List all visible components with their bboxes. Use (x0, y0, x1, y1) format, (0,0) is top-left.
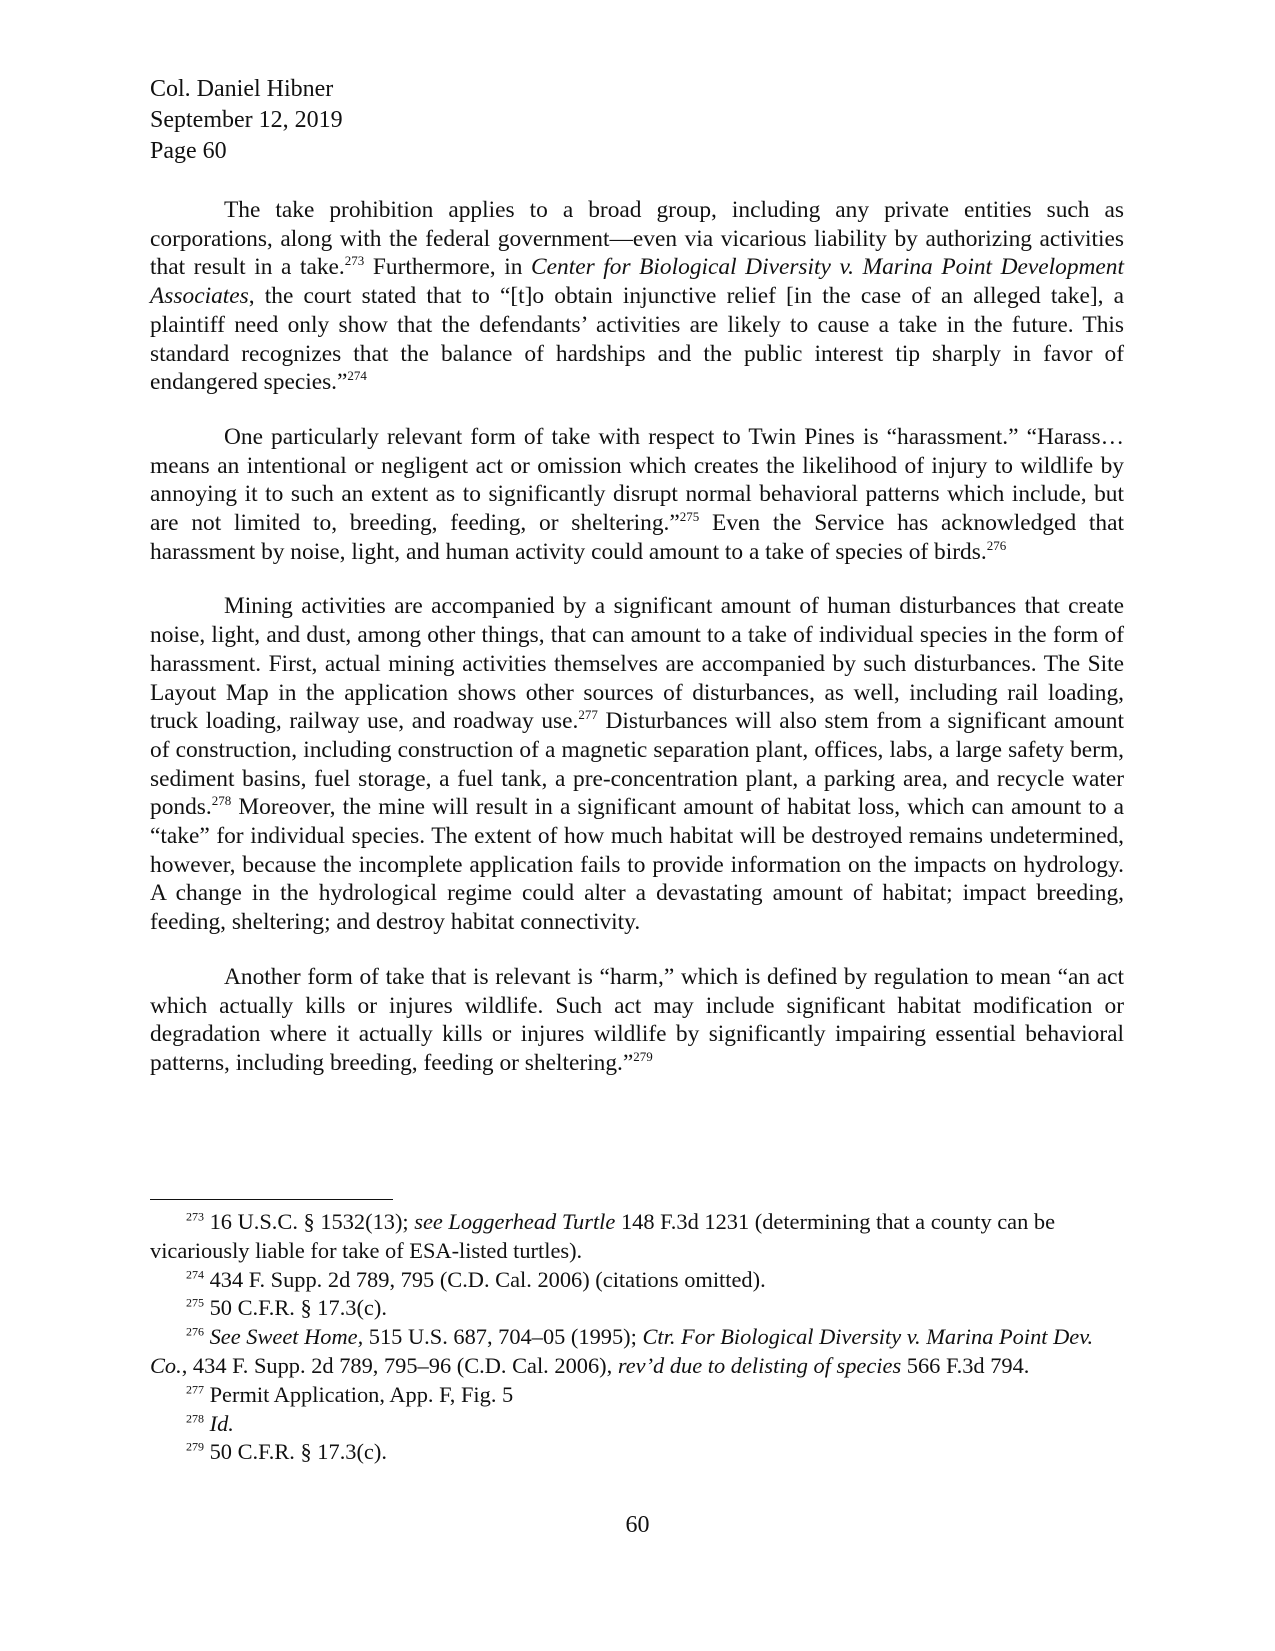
recipient-name: Col. Daniel Hibner (150, 76, 334, 102)
paragraph-harassment: One particularly relevant form of take with respect to Twin Pines is “harassment.” “Harass… means an intentional or negligent act or omission which creates the likelihood of injury to wildlife by annoying it to such an extent as to significantly disrupt normal behavioral patterns which include, but are not limited to, breeding, feeding, or sheltering.”$^{275}$ Even the Service has acknowledged that harassment by noise, light, and human activity could amount to a take of species of birds.$^{276}$ (150, 423, 1124, 565)
footnote-278: $^{278}$ Id. (186, 1410, 234, 1436)
body-text (150, 196, 1124, 1104)
page-number: 60 (625, 1512, 650, 1538)
footnotes (150, 1208, 1124, 1467)
footnote-273: $^{273}$ 16 U.S.C. § 1532(13); see Loggerhead Turtle 148 F.3d 1231 (determining that a county can be vicariously liable for take of ESA-listed turtles). (150, 1209, 1056, 1263)
letter-header (150, 74, 343, 167)
footnote-ref-273: 273 (344, 253, 365, 269)
footnote-ref-279: 279 (633, 1049, 653, 1065)
footnote-276: $^{276}$ See Sweet Home, 515 U.S. 687, 704–05 (1995); Ctr. For Biological Diversity v. Marina Point Dev. Co., 434 F. Supp. 2d 789, 795–96 (C.D. Cal. 2006), rev’d due to delisting of species 566 F.3d 794. (150, 1324, 1094, 1378)
paragraph-harm: Another form of take that is relevant is “harm,” which is defined by regulation to mean “an act which actually kills or injures wildlife. Such act may include significant habitat modification or degradation where it actually kills or injures wildlife by significantly impairing essential behavioral patterns, including breeding, feeding or sheltering.”$^{279}$ (150, 963, 1124, 1076)
footnote-ref-276: 276 (986, 537, 1007, 553)
footnote-ref-277: 277 (578, 707, 598, 723)
paragraph-mining-activities: Mining activities are accompanied by a significant amount of human disturbances that create noise, light, and dust, among other things, that can amount to a take of individual species in the form of harassment. First, actual mining activities themselves are accompanied by such disturbances. The Site Layout Map in the application shows other sources of disturbances, as well, including rail loading, truck loading, railway use, and roadway use.$^{277}$ Disturbances will also stem from a significant amount of construction, including construction of a magnetic separation plant, offices, labs, a large safety berm, sediment basins, fuel storage, a fuel tank, a pre-concentration plant, a parking area, and recycle water ponds.$^{278}$ Moreover, the mine will result in a significant amount of habitat loss, which can amount to a “take” for individual species. The extent of how much habitat will be destroyed remains undetermined, however, because the incomplete application fails to provide information on the impacts on hydrology. A change in the hydrological regime could alter a devastating amount of habitat; impact breeding, feeding, sheltering; and destroy habitat connectivity. (150, 593, 1125, 936)
footnote-ref-278: 278 (211, 793, 232, 809)
case-name: Center for Biological Diversity v. Marina Point Development Associates (150, 254, 1124, 310)
footnote-277: $^{277}$ Permit Application, App. F, Fig. 5 (186, 1381, 514, 1407)
footnote-separator (150, 1199, 393, 1200)
paragraph-take-prohibition: The take prohibition applies to a broad group, including any private entities such as corporations, along with the federal government—even via vicarious liability by authorizing activities that result in a take.$^{273}$ Furthermore, in Center for Biological Diversity v. Marina Point Development Associates, the court stated that to “[t]o obtain injunctive relief [in the case of an alleged take], a plaintiff need only show that the defendants’ activities are likely to cause a take in the future. This standard recognizes that the balance of hardships and the public interest tip sharply in favor of endangered species.”$^{274}$ (150, 197, 1124, 396)
footnote-ref-274: 274 (347, 368, 367, 384)
page-label: Page 60 (150, 138, 227, 164)
footnote-279: $^{279}$ 50 C.F.R. § 17.3(c). (186, 1439, 387, 1465)
footnote-275: $^{275}$ 50 C.F.R. § 17.3(c). (186, 1295, 387, 1321)
footnote-ref-275: 275 (679, 509, 700, 525)
footnote-274: $^{274}$ 434 F. Supp. 2d 789, 795 (C.D. Cal. 2006) (citations omitted). (186, 1266, 766, 1292)
letter-date: September 12, 2019 (150, 107, 343, 133)
